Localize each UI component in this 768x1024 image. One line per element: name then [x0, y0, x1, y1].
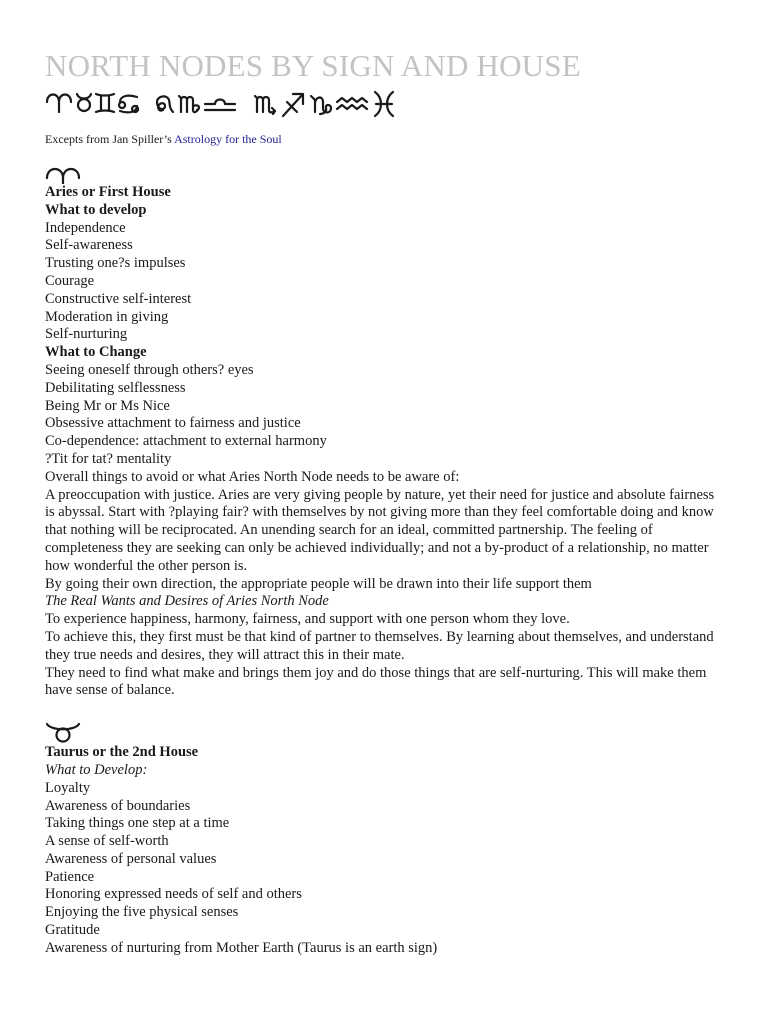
page-title: NORTH NODES BY SIGN AND HOUSE: [45, 48, 581, 83]
taurus-develop-list: [45, 780, 725, 958]
list-item: Courage: [45, 272, 95, 289]
list-item: Constructive self-interest: [45, 290, 192, 307]
list-item: Being Mr or Ms Nice: [45, 397, 170, 414]
aries-icon: [47, 95, 71, 113]
intro-line: [45, 132, 725, 164]
aries-achieve-paragraph: To achieve this, they first must be that kind of partner to themselves. By learning about themselves, and understand they true needs and desires, they will attract this in their mate.: [45, 628, 714, 663]
section-spacer: [45, 700, 725, 722]
list-item: Awareness of personal values: [45, 850, 217, 867]
list-item: Gratitude: [45, 922, 100, 939]
capricorn-icon: [311, 96, 331, 114]
aries-direction-line: By going their own direction, the appropriate people will be drawn into their life support them: [45, 575, 592, 592]
aries-wants-heading: The Real Wants and Desires of Aries North Node: [45, 593, 329, 610]
taurus-develop-heading: What to Develop:: [45, 761, 148, 778]
list-item: Independence: [45, 219, 126, 236]
aries-change-list: [45, 362, 725, 469]
zodiac-glyph-row: [45, 84, 725, 124]
list-item: Loyalty: [45, 779, 91, 796]
aries-develop-heading: What to develop: [45, 201, 147, 218]
scorpio-icon: [255, 96, 275, 114]
pisces-icon: [375, 92, 393, 116]
aries-avoid-heading: Overall things to avoid or what Aries North Node needs to be aware of:: [45, 468, 460, 485]
cancer-icon: [119, 96, 138, 113]
list-item: Co-dependence: attachment to external harmony: [45, 433, 327, 450]
aries-icon: [45, 164, 85, 184]
aries-avoid-paragraph: A preoccupation with justice. Aries are very giving people by nature, yet their need for justice and absolute fairness is abyssal. Start with ?playing fair? with themselves by not giving more than they feel comfortable doing and know that nothing will be reciprocated. An unending search for an ideal, committed partnership. The feeling of completeness they are seeking can only be achieved individually; and not a by-product of a relationship, no matter how wonderful the other person is.: [45, 486, 715, 574]
list-item: Taking things one step at a time: [45, 815, 230, 832]
libra-icon: [205, 100, 235, 111]
list-item: Patience: [45, 868, 95, 885]
book-link[interactable]: Astrology for the Soul: [174, 132, 282, 146]
aries-develop-list: [45, 220, 725, 345]
aquarius-icon: [337, 98, 367, 109]
aries-heading: Aries or First House: [45, 184, 171, 200]
list-item: Trusting one?s impulses: [45, 255, 186, 272]
list-item: A sense of self-worth: [45, 833, 169, 850]
list-item: Moderation in giving: [45, 308, 169, 325]
list-item: Obsessive attachment to fairness and justice: [45, 415, 301, 432]
article: [45, 48, 725, 958]
list-item: Debilitating selflessness: [45, 379, 186, 396]
list-item: Seeing oneself through others? eyes: [45, 361, 254, 378]
aries-joy-paragraph: They need to find what make and brings them joy and do those things that are self-nurturing. This will make them have sense of balance.: [45, 664, 707, 699]
aries-change-heading: What to Change: [45, 344, 147, 361]
list-item: Enjoying the five physical senses: [45, 904, 239, 921]
taurus-icon: [45, 722, 85, 744]
list-item: Self-nurturing: [45, 326, 128, 343]
leo-icon: [157, 96, 173, 112]
aries-wants-line: To experience happiness, harmony, fairness, and support with one person whom they love.: [45, 611, 570, 628]
list-item: Honoring expressed needs of self and others: [45, 886, 302, 903]
list-item: Awareness of boundaries: [45, 797, 191, 814]
intro-prefix: Excepts from Jan Spiller’s: [45, 132, 175, 146]
taurus-heading: Taurus or the 2nd House: [45, 744, 199, 761]
gemini-icon: [96, 94, 114, 112]
sagittarius-icon: [283, 94, 303, 116]
list-item: Awareness of nurturing from Mother Earth (Taurus is an earth sign): [45, 939, 438, 956]
taurus-icon: [77, 94, 91, 111]
list-item: ?Tit for tat? mentality: [45, 450, 172, 467]
list-item: Self-awareness: [45, 237, 133, 254]
virgo-icon: [179, 96, 199, 112]
